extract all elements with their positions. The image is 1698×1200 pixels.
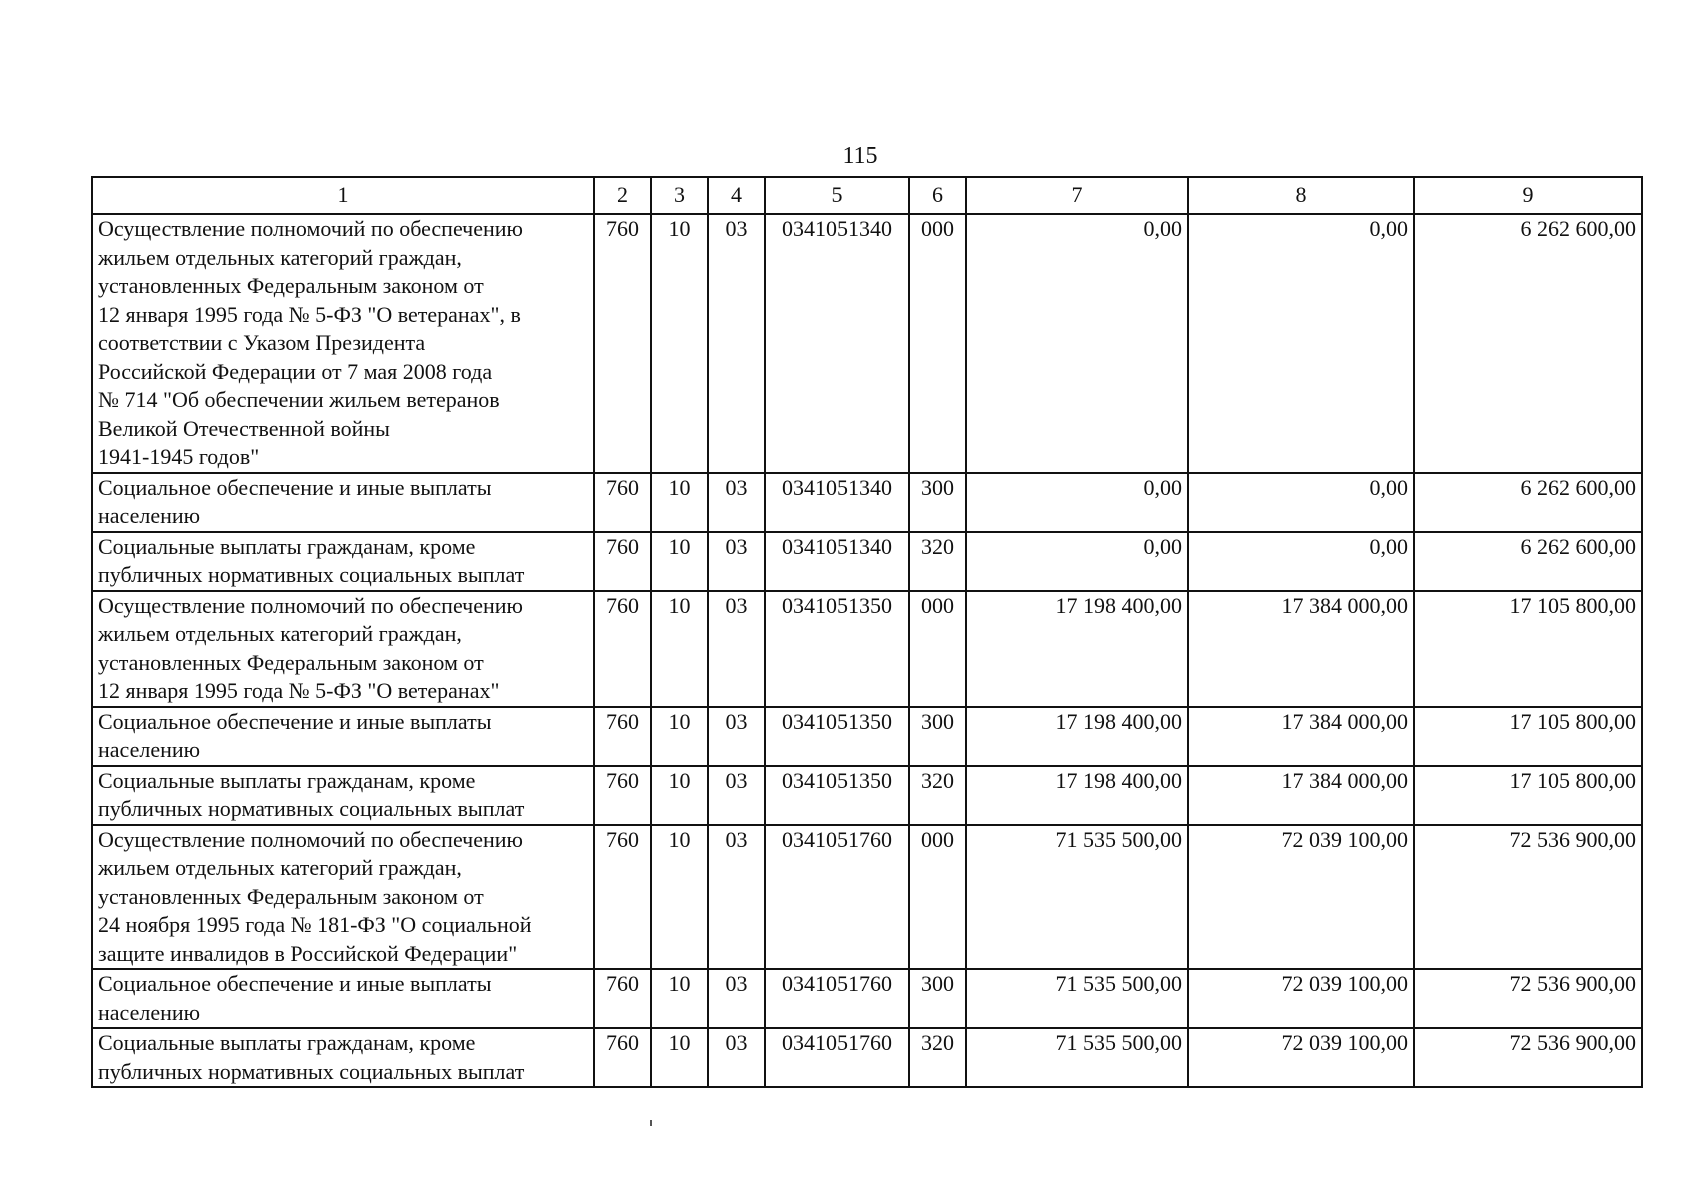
table-row	[92, 969, 1642, 1028]
expense-type-code: 000	[909, 591, 966, 707]
subsection-code: 03	[708, 1028, 765, 1087]
section-code: 10	[651, 825, 708, 970]
subsection-code: 03	[708, 766, 765, 825]
amount-col-7: 71 535 500,00	[966, 825, 1188, 970]
target-article-code: 0341051350	[765, 766, 909, 825]
section-code: 10	[651, 214, 708, 473]
table-row	[92, 707, 1642, 766]
amount-col-8: 72 039 100,00	[1188, 1028, 1414, 1087]
amount-col-8: 72 039 100,00	[1188, 969, 1414, 1028]
subsection-code: 03	[708, 473, 765, 532]
target-article-code: 0341051340	[765, 473, 909, 532]
subsection-code: 03	[708, 591, 765, 707]
header-row	[92, 177, 1642, 214]
amount-col-7: 0,00	[966, 214, 1188, 473]
column-header-8: 8	[1188, 177, 1414, 214]
column-header-2: 2	[594, 177, 651, 214]
amount-col-7: 17 198 400,00	[966, 591, 1188, 707]
ministry-code: 760	[594, 591, 651, 707]
amount-col-8: 17 384 000,00	[1188, 766, 1414, 825]
ministry-code: 760	[594, 707, 651, 766]
table-row	[92, 1028, 1642, 1087]
amount-col-7: 17 198 400,00	[966, 766, 1188, 825]
column-header-7: 7	[966, 177, 1188, 214]
section-code: 10	[651, 532, 708, 591]
amount-col-9: 6 262 600,00	[1414, 532, 1642, 591]
row-description: Социальное обеспечение и иные выплаты населению	[92, 969, 594, 1028]
subsection-code: 03	[708, 707, 765, 766]
amount-col-8: 0,00	[1188, 214, 1414, 473]
section-code: 10	[651, 1028, 708, 1087]
budget-table	[91, 176, 1643, 1088]
expense-type-code: 000	[909, 214, 966, 473]
row-description: Социальное обеспечение и иные выплаты населению	[92, 473, 594, 532]
amount-col-9: 17 105 800,00	[1414, 591, 1642, 707]
row-description: Социальные выплаты гражданам, кроме публичных нормативных социальных выплат	[92, 766, 594, 825]
row-description: Осуществление полномочий по обеспечению жильем отдельных категорий граждан, установленных Федеральным законом от 12 января 1995 года № 5-ФЗ "О ветеранах", в соответствии с Указом Президента Российской Федерации от 7 мая 2008 года № 714 "Об обеспечении жильем ветеранов Великой Отечественной войны 1941-1945 годов"	[92, 214, 594, 473]
target-article-code: 0341051340	[765, 532, 909, 591]
subsection-code: 03	[708, 969, 765, 1028]
section-code: 10	[651, 969, 708, 1028]
target-article-code: 0341051760	[765, 1028, 909, 1087]
subsection-code: 03	[708, 825, 765, 970]
expense-type-code: 300	[909, 969, 966, 1028]
amount-col-9: 6 262 600,00	[1414, 214, 1642, 473]
column-header-4: 4	[708, 177, 765, 214]
table-row	[92, 473, 1642, 532]
target-article-code: 0341051350	[765, 707, 909, 766]
section-code: 10	[651, 473, 708, 532]
subsection-code: 03	[708, 532, 765, 591]
expense-type-code: 300	[909, 707, 966, 766]
column-header-3: 3	[651, 177, 708, 214]
page-number: 115	[842, 143, 878, 169]
ministry-code: 760	[594, 214, 651, 473]
amount-col-9: 72 536 900,00	[1414, 1028, 1642, 1087]
section-code: 10	[651, 766, 708, 825]
ministry-code: 760	[594, 532, 651, 591]
ministry-code: 760	[594, 473, 651, 532]
amount-col-7: 17 198 400,00	[966, 707, 1188, 766]
table-row	[92, 532, 1642, 591]
expense-type-code: 300	[909, 473, 966, 532]
table-row	[92, 214, 1642, 473]
amount-col-8: 0,00	[1188, 532, 1414, 591]
ministry-code: 760	[594, 825, 651, 970]
table-row	[92, 825, 1642, 970]
amount-col-8: 17 384 000,00	[1188, 591, 1414, 707]
ministry-code: 760	[594, 1028, 651, 1087]
amount-col-9: 6 262 600,00	[1414, 473, 1642, 532]
amount-col-7: 0,00	[966, 532, 1188, 591]
amount-col-9: 17 105 800,00	[1414, 707, 1642, 766]
expense-type-code: 320	[909, 1028, 966, 1087]
amount-col-7: 0,00	[966, 473, 1188, 532]
amount-col-8: 72 039 100,00	[1188, 825, 1414, 970]
target-article-code: 0341051340	[765, 214, 909, 473]
row-description: Социальные выплаты гражданам, кроме публичных нормативных социальных выплат	[92, 1028, 594, 1087]
row-description: Осуществление полномочий по обеспечению жильем отдельных категорий граждан, установленных Федеральным законом от 24 ноября 1995 года № 181-ФЗ "О социальной защите инвалидов в Российской Федерации"	[92, 825, 594, 970]
amount-col-9: 17 105 800,00	[1414, 766, 1642, 825]
target-article-code: 0341051760	[765, 969, 909, 1028]
column-header-1: 1	[92, 177, 594, 214]
amount-col-7: 71 535 500,00	[966, 969, 1188, 1028]
amount-col-7: 71 535 500,00	[966, 1028, 1188, 1087]
row-description: Социальное обеспечение и иные выплаты населению	[92, 707, 594, 766]
amount-col-8: 0,00	[1188, 473, 1414, 532]
expense-type-code: 000	[909, 825, 966, 970]
amount-col-9: 72 536 900,00	[1414, 825, 1642, 970]
section-code: 10	[651, 591, 708, 707]
section-code: 10	[651, 707, 708, 766]
row-description: Социальные выплаты гражданам, кроме публичных нормативных социальных выплат	[92, 532, 594, 591]
target-article-code: 0341051350	[765, 591, 909, 707]
amount-col-9: 72 536 900,00	[1414, 969, 1642, 1028]
table-row	[92, 591, 1642, 707]
amount-col-8: 17 384 000,00	[1188, 707, 1414, 766]
subsection-code: 03	[708, 214, 765, 473]
scan-speck	[650, 1120, 652, 1126]
column-header-6: 6	[909, 177, 966, 214]
expense-type-code: 320	[909, 766, 966, 825]
target-article-code: 0341051760	[765, 825, 909, 970]
table-row	[92, 766, 1642, 825]
column-header-9: 9	[1414, 177, 1642, 214]
column-header-5: 5	[765, 177, 909, 214]
row-description: Осуществление полномочий по обеспечению жильем отдельных категорий граждан, установленных Федеральным законом от 12 января 1995 года № 5-ФЗ "О ветеранах"	[92, 591, 594, 707]
expense-type-code: 320	[909, 532, 966, 591]
ministry-code: 760	[594, 766, 651, 825]
ministry-code: 760	[594, 969, 651, 1028]
